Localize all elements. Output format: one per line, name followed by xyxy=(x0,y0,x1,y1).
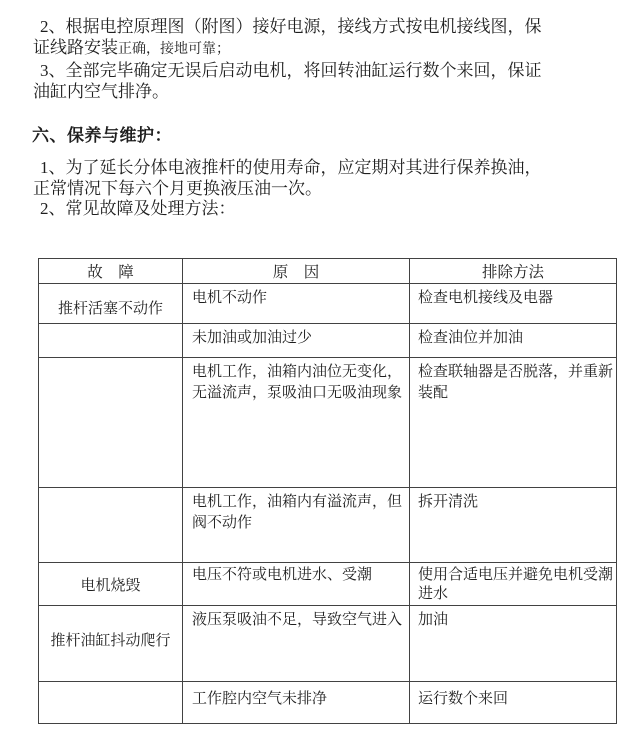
cause-cell: 电机不动作 xyxy=(183,284,410,324)
fault-cell xyxy=(39,488,183,563)
fault-cell xyxy=(39,324,183,358)
fault-cell xyxy=(39,358,183,488)
maintenance-line-3: 2、常见故障及处理方法： xyxy=(40,199,236,218)
remedy-cell: 检查油位并加油 xyxy=(410,324,617,358)
header-cause: 原 因 xyxy=(183,259,410,284)
cause-cell: 电机工作，油箱内有溢流声，但阀不动作 xyxy=(183,488,410,563)
cause-cell: 电机工作，油箱内油位无变化，无溢流声，泵吸油口无吸油现象 xyxy=(183,358,410,488)
intro-paragraph xyxy=(33,16,617,102)
intro-line-2-main: 证线路安装 xyxy=(33,38,118,57)
table-header-row xyxy=(39,259,617,284)
maintenance-line-1: 1、为了延长分体电液推杆的使用寿命，应定期对其进行保养换油， xyxy=(40,158,542,177)
remedy-cell: 使用合适电压并避免电机受潮进水 xyxy=(410,563,617,606)
remedy-cell: 检查联轴器是否脱落，并重新装配 xyxy=(410,358,617,488)
table-row xyxy=(39,563,617,606)
remedy-cell: 拆开清洗 xyxy=(410,488,617,563)
cause-cell: 电压不符或电机进水、受潮 xyxy=(183,563,410,606)
table-row xyxy=(39,358,617,488)
fault-table xyxy=(38,258,617,724)
remedy-cell: 运行数个来回 xyxy=(410,682,617,724)
intro-line-3: 3、全部完毕确定无误后启动电机，将回转油缸运行数个来回，保证 xyxy=(40,61,542,80)
intro-line-2-small: 正确，接地可靠； xyxy=(118,42,230,57)
table-row xyxy=(39,284,617,324)
maintenance-line-2: 正常情况下每六个月更换液压油一次。 xyxy=(33,178,322,198)
remedy-cell: 检查电机接线及电器 xyxy=(410,284,617,324)
maintenance-paragraph xyxy=(33,158,617,220)
table-row xyxy=(39,488,617,563)
intro-line-4: 油缸内空气排净。 xyxy=(33,82,169,101)
cause-cell: 工作腔内空气未排净 xyxy=(183,682,410,724)
intro-line-2 xyxy=(33,37,617,60)
cause-cell: 液压泵吸油不足，导致空气进入 xyxy=(183,606,410,682)
section-heading: 六、保养与维护： xyxy=(32,126,172,145)
cause-cell: 未加油或加油过少 xyxy=(183,324,410,358)
header-remedy: 排除方法 xyxy=(410,259,617,284)
intro-line-1: 2、根据电控原理图（附图）接好电源，接线方式按电机接线图，保 xyxy=(40,17,542,36)
fault-cell: 推杆活塞不动作 xyxy=(39,284,183,324)
fault-cell xyxy=(39,682,183,724)
fault-cell: 电机烧毁 xyxy=(39,563,183,606)
header-fault: 故 障 xyxy=(39,259,183,284)
fault-cell: 推杆油缸抖动爬行 xyxy=(39,606,183,682)
table-row xyxy=(39,324,617,358)
table-row xyxy=(39,606,617,682)
table-row xyxy=(39,682,617,724)
remedy-cell: 加油 xyxy=(410,606,617,682)
